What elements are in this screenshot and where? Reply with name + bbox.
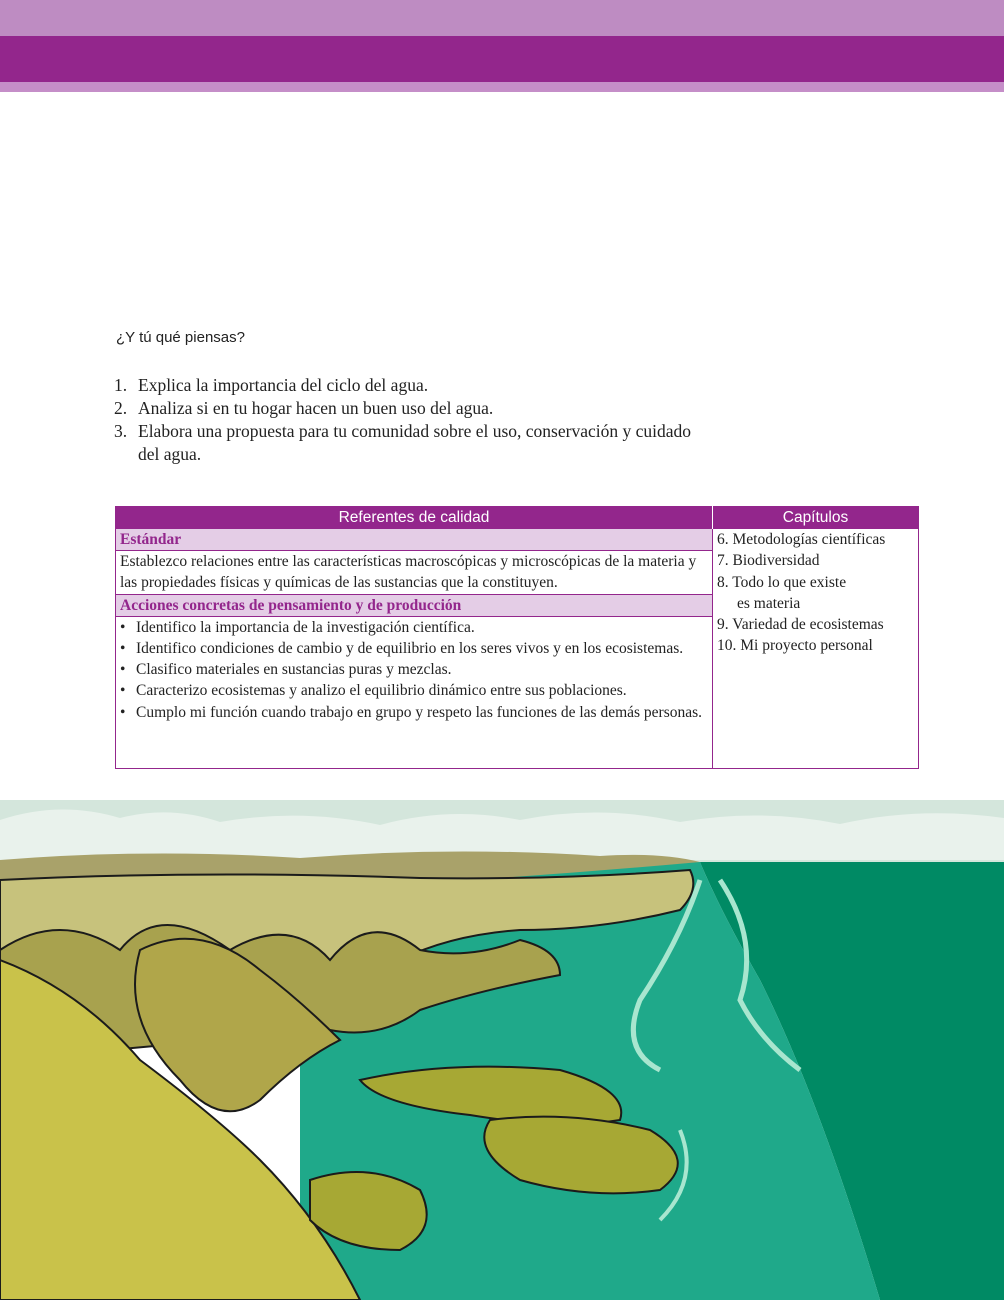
chapter-item: 7. Biodiversidad bbox=[717, 552, 820, 570]
chapters-cell bbox=[713, 529, 919, 769]
action-text: Identifico la importancia de la investigación científica. bbox=[136, 618, 475, 636]
item-number: 3. bbox=[114, 421, 128, 441]
header-band-main bbox=[0, 36, 1004, 82]
bullet-icon: • bbox=[120, 618, 126, 636]
actions-list bbox=[116, 617, 712, 723]
bullet-icon: • bbox=[120, 639, 126, 657]
quality-references-table bbox=[115, 506, 919, 769]
coastal-landscape-illustration bbox=[0, 800, 1004, 1300]
list-item bbox=[120, 659, 708, 680]
chapter-item: 6. Metodologías científicas bbox=[717, 531, 886, 548]
standard-label: Estándar bbox=[116, 529, 712, 551]
item-number: 1. bbox=[114, 375, 128, 395]
list-item bbox=[120, 702, 708, 723]
chapter-item: 10. Mi proyecto personal bbox=[717, 637, 873, 655]
list-item bbox=[114, 397, 714, 420]
header-band-bottom bbox=[0, 82, 1004, 92]
chapter-item: es materia bbox=[737, 594, 801, 612]
list-item bbox=[120, 638, 708, 659]
action-text: Clasifico materiales en sustancias puras y mezclas. bbox=[136, 661, 452, 679]
question-list bbox=[114, 374, 714, 466]
list-item bbox=[114, 420, 714, 466]
bullet-icon: • bbox=[120, 703, 126, 721]
table-header-chapters: Capítulos bbox=[713, 507, 919, 530]
references-cell bbox=[116, 529, 713, 769]
item-text: Explica la importancia del ciclo del agua. bbox=[138, 375, 429, 395]
chapter-item: 9. Variedad de ecosistemas bbox=[717, 616, 884, 634]
item-text: Elabora una propuesta para tu comunidad sobre el uso, conservación y cuidado del agua. bbox=[138, 421, 692, 464]
section-title: ¿Y tú qué piensas? bbox=[116, 329, 245, 346]
chapter-item: 8. Todo lo que existe bbox=[717, 573, 847, 591]
item-number: 2. bbox=[114, 398, 128, 418]
table-header-references: Referentes de calidad bbox=[116, 507, 713, 530]
action-text: Cumplo mi función cuando trabajo en grupo y respeto las funciones de las demás personas. bbox=[136, 703, 703, 721]
bullet-icon: • bbox=[120, 661, 126, 679]
standard-text: Establezco relaciones entre las características macroscópicas y microscópicas de la materia y las propiedades físicas y químicas de las sustancias que la constituyen. bbox=[116, 551, 712, 595]
bullet-icon: • bbox=[120, 682, 126, 700]
action-text: Identifico condiciones de cambio y de equilibrio en los seres vivos y en los ecosistemas. bbox=[136, 639, 684, 657]
list-item bbox=[114, 374, 714, 397]
header-band-top bbox=[0, 0, 1004, 36]
actions-label: Acciones concretas de pensamiento y de producción bbox=[116, 595, 712, 617]
list-item bbox=[120, 680, 708, 701]
action-text: Caracterizo ecosistemas y analizo el equilibrio dinámico entre sus poblaciones. bbox=[136, 682, 627, 700]
list-item bbox=[120, 617, 708, 638]
item-text: Analiza si en tu hogar hacen un buen uso del agua. bbox=[138, 398, 494, 418]
